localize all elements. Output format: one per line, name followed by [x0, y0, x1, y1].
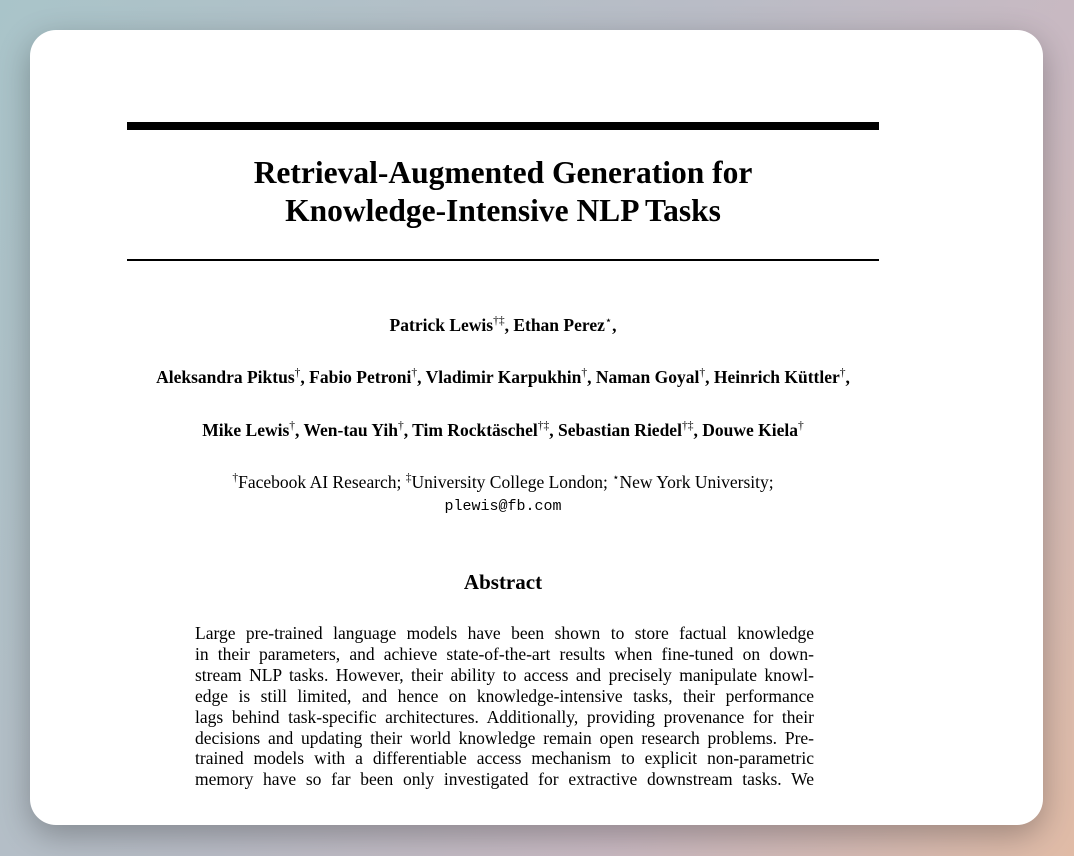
- affiliation-mark: †‡: [681, 420, 694, 433]
- abstract-line: stream NLP tasks. However, their ability to access and precisely manipulate knowl-: [195, 664, 814, 685]
- author-separator: ,: [612, 314, 617, 335]
- author-separator: ,: [403, 420, 413, 440]
- author-name: Mike Lewis: [202, 420, 290, 440]
- author-name: Sebastian Riedel: [557, 420, 682, 440]
- affiliation-mark: †: [232, 472, 239, 484]
- title-top-rule: [127, 122, 879, 130]
- affiliation-text: Facebook AI Research;: [238, 471, 406, 492]
- author-row-1: [30, 313, 976, 336]
- author-name: Naman Goyal: [595, 367, 700, 387]
- author-name: Vladimir Karpukhin: [425, 367, 582, 387]
- title-line-1: Retrieval-Augmented Generation for: [253, 155, 753, 190]
- affiliation-mark: †‡: [537, 420, 550, 433]
- affiliation-mark: †: [839, 367, 846, 380]
- affiliation-mark: †: [294, 367, 301, 380]
- author-name: Tim Rocktäschel: [412, 420, 538, 440]
- author-separator: ,: [705, 367, 714, 387]
- abstract-line: decisions and updating their world knowledge remain open research problems. Pre-: [195, 727, 814, 748]
- author-separator: ,: [549, 420, 558, 440]
- contact-email: plewis@fb.com: [444, 498, 562, 515]
- author-separator: ,: [300, 367, 310, 387]
- abstract-line: trained models with a differentiable access mechanism to explicit non-parametric: [195, 748, 814, 769]
- abstract-line: edge is still limited, and hence on knowledge-intensive tasks, their performance: [195, 685, 814, 706]
- title-bottom-rule: [127, 259, 879, 261]
- author-name: Patrick Lewis: [389, 314, 494, 335]
- author-name: Ethan Perez: [513, 314, 605, 335]
- affiliation-mark: †: [581, 367, 588, 380]
- affiliation-text: University College London;: [411, 471, 613, 492]
- affiliation-mark: ⋆: [604, 315, 613, 327]
- author-separator: ,: [587, 367, 596, 387]
- author-name: Aleksandra Piktus: [156, 367, 295, 387]
- affiliation-mark: †: [411, 367, 418, 380]
- affiliation-mark: ⋆: [612, 472, 620, 484]
- author-name: Wen-tau Yih: [303, 420, 398, 440]
- abstract-line: memory have so far been only investigated for extractive downstream tasks. We: [195, 769, 814, 790]
- author-name: Heinrich Küttler: [713, 367, 840, 387]
- author-separator: ,: [845, 367, 850, 387]
- author-name: Fabio Petroni: [309, 367, 412, 387]
- author-name: Douwe Kiela: [702, 420, 798, 440]
- paper-page: [30, 30, 1043, 825]
- affiliation-mark: †‡: [493, 315, 505, 327]
- author-separator: ,: [295, 420, 304, 440]
- author-separator: ,: [504, 314, 514, 335]
- paper-title: [127, 154, 879, 230]
- abstract-line: lags behind task-specific architectures. Additionally, providing provenance for their: [195, 706, 814, 727]
- affiliations: [30, 470, 976, 493]
- author-row-3: [30, 420, 976, 441]
- affiliation-mark: ‡: [405, 472, 412, 484]
- author-separator: ,: [693, 420, 703, 440]
- affiliation-mark: †: [797, 420, 804, 433]
- abstract-body: [195, 623, 814, 790]
- title-line-2: Knowledge-Intensive NLP Tasks: [285, 193, 721, 228]
- affiliation-mark: †: [397, 420, 404, 433]
- author-separator: ,: [417, 367, 426, 387]
- affiliation-mark: †: [699, 367, 706, 380]
- abstract-heading: Abstract: [463, 570, 543, 594]
- abstract-line: in their parameters, and achieve state-of-the-art results when fine-tuned on down-: [195, 643, 814, 664]
- affiliation-text: New York University;: [619, 471, 774, 492]
- abstract-line: Large pre-trained language models have been shown to store factual knowledge: [195, 623, 814, 643]
- affiliation-mark: †: [289, 420, 296, 433]
- author-row-2: [30, 367, 976, 388]
